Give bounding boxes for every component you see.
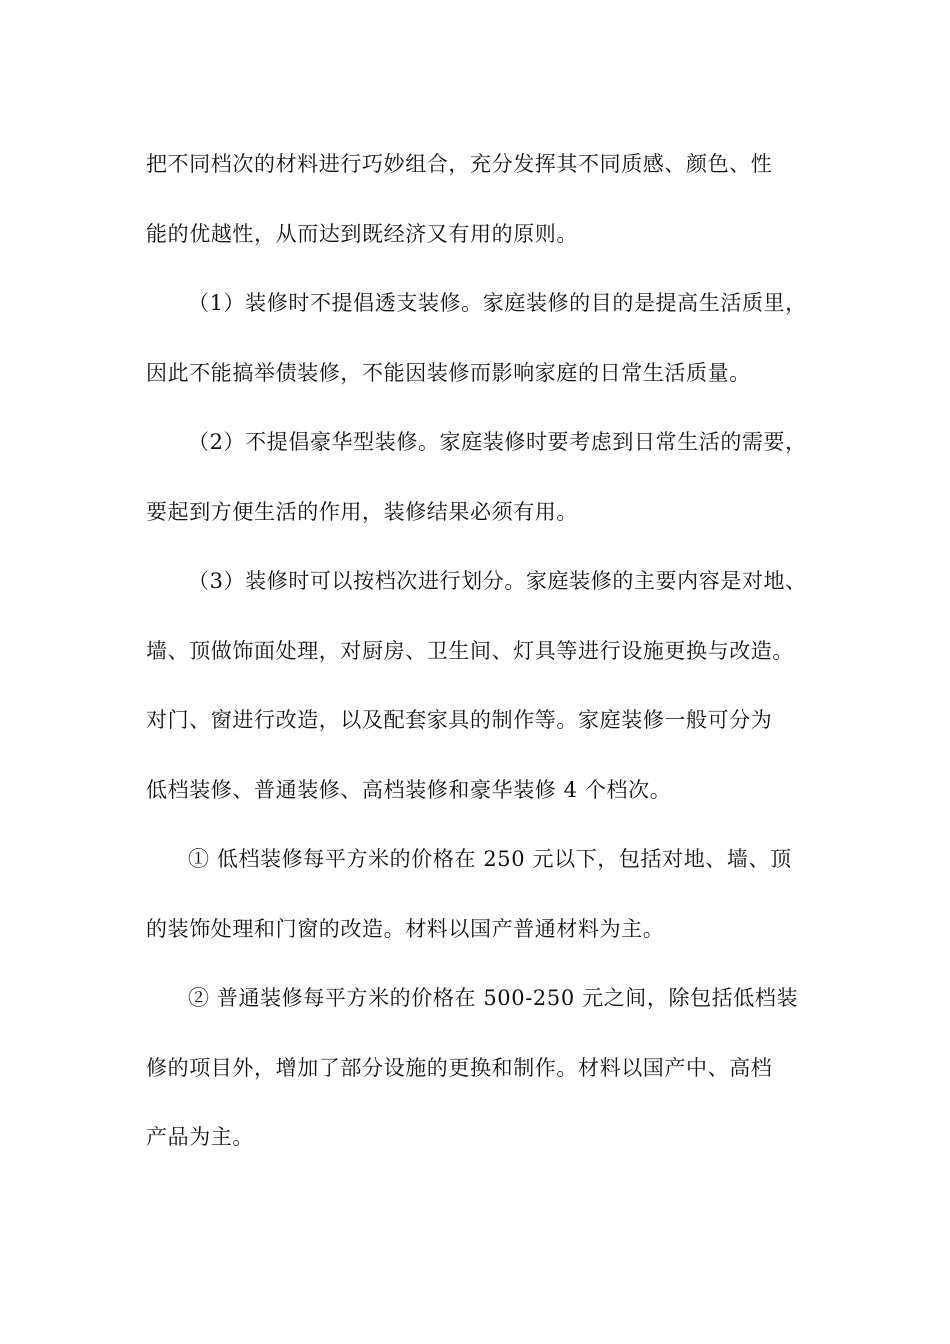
text-line: 对门、窗进行改造，以及配套家具的制作等。家庭装修一般可分为 xyxy=(146,708,773,732)
paragraph-item-2 xyxy=(146,408,826,547)
text-line: （1）装修时不提倡透支装修。家庭装修的目的是提高生活质里， xyxy=(188,291,807,315)
text-line: （3）装修时可以按档次进行划分。家庭装修的主要内容是对地、 xyxy=(188,569,807,593)
document-body xyxy=(146,130,826,1173)
paragraph-item-3 xyxy=(146,547,826,825)
text-line: 要起到方便生活的作用，装修结果必须有用。 xyxy=(146,499,578,524)
text-line: ② 普通装修每平方米的价格在 500-250 元之间，除包括低档装 xyxy=(188,986,799,1010)
text-line: ① 低档装修每平方米的价格在 250 元以下，包括对地、墙、顶 xyxy=(188,847,792,871)
paragraph-materials-principle xyxy=(146,130,826,269)
text-line: 修的项目外，增加了部分设施的更换和制作。材料以国产中、高档 xyxy=(146,1055,773,1080)
text-line: 能的优越性，从而达到既经济又有用的原则。 xyxy=(146,221,578,246)
text-line: 把不同档次的材料进行巧妙组合，充分发挥其不同质感、颜色、性 xyxy=(146,152,773,176)
text-line: （2）不提倡豪华型装修。家庭装修时要考虑到日常生活的需要， xyxy=(188,430,807,454)
text-line: 低档装修、普通装修、高档装修和豪华装修 4 个档次。 xyxy=(146,777,672,802)
paragraph-low-grade xyxy=(146,825,826,964)
text-line: 产品为主。 xyxy=(146,1125,254,1149)
text-line: 因此不能搞举债装修，不能因装修而影响家庭的日常生活质量。 xyxy=(146,360,751,385)
paragraph-item-1 xyxy=(146,269,826,408)
text-line: 的装饰处理和门窗的改造。材料以国产普通材料为主。 xyxy=(146,916,665,941)
text-line: 墙、顶做饰面处理，对厨房、卫生间、灯具等进行设施更换与改造。 xyxy=(146,638,794,663)
paragraph-standard-grade xyxy=(146,964,826,1173)
